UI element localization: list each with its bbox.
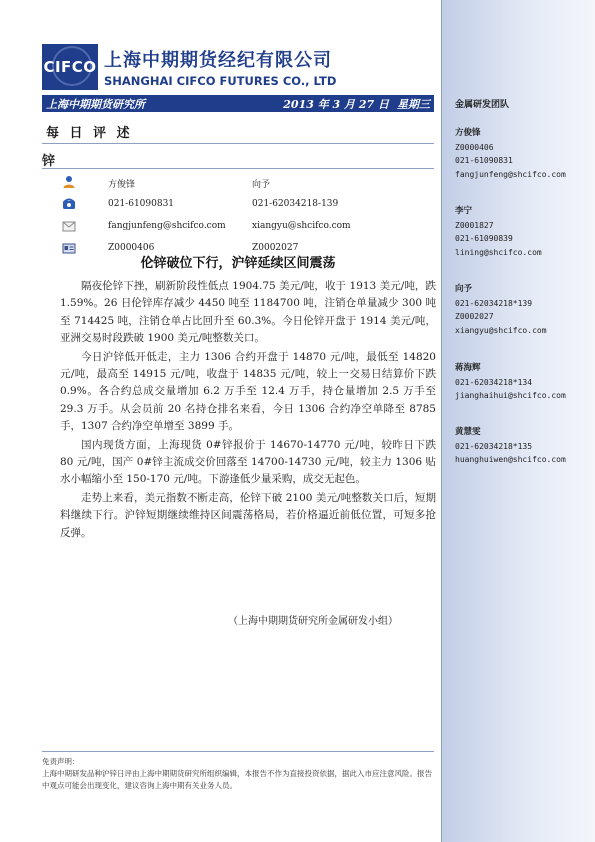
analyst-card [455, 127, 590, 181]
section-title: 每 日 评 述 [46, 126, 133, 141]
signoff: （上海中期期货研究所金属研发小组） [228, 616, 398, 627]
contact-row-name [62, 174, 432, 196]
report-date-group [283, 96, 430, 112]
analyst-name: 黄慧雯 [455, 427, 481, 437]
contact-email-a[interactable]: fangjunfeng@shcifco.com [108, 221, 226, 231]
metal-title: 锌 [42, 154, 56, 169]
analyst-name: 蒋海辉 [455, 363, 481, 373]
sidebar-title: 金属研发团队 [455, 100, 510, 110]
analyst-code: 021-62034218*134 [455, 377, 533, 387]
analyst-name: 向予 [455, 284, 473, 294]
contact-phone-b: 021-62034218-139 [252, 199, 339, 209]
analyst-code: Z0000406 [455, 142, 494, 152]
envelope-icon [62, 219, 76, 233]
company-name-en: SHANGHAI CIFCO FUTURES CO., LTD [104, 74, 337, 88]
contact-email-b[interactable]: xiangyu@shcifco.com [252, 221, 351, 231]
contact-name-b: 向予 [252, 180, 271, 190]
person-icon [62, 175, 76, 189]
analyst-card [455, 205, 590, 259]
company-name-cn: 上海中期期货经纪有限公司 [104, 50, 332, 71]
cifco-logo [42, 44, 98, 90]
analyst-code: 021-62034218*135 [455, 441, 533, 451]
contact-row-email [62, 218, 432, 240]
disclaimer [42, 756, 437, 792]
contact-phone-a: 021-61090831 [108, 199, 175, 209]
logo-text: CIFCO [43, 58, 97, 76]
footer-divider [42, 751, 434, 752]
analyst-name: 方俊锋 [455, 128, 481, 138]
analyst-email[interactable]: huanghuiwen@shcifco.com [455, 455, 566, 464]
header-banner [42, 95, 434, 112]
analyst-code: Z0001827 [455, 220, 494, 230]
body-paragraph: 隔夜伦锌下挫，刷新阶段性低点 1904.75 美元/吨，收于 1913 美元/吨，跌 1.59%。26 日伦锌库存减少 4450 吨至 1184700 吨，注销仓单量减少 300 吨至 714425 吨，注销仓单占比回升至 60.3%。今日伦锌开盘于 1914 美元/吨，亚洲交易时段跌破 1900 美元/吨整数关口。 [60, 280, 436, 345]
body-paragraph: 今日沪锌低开低走，主力 1306 合约开盘于 14870 元/吨，最低至 14820 元/吨，最高至 14915 元/吨，收盘于 14835 元/吨，较上一交易日结算价下跌 0.9%。各合约总成交量增加 6.2 万手至 12.4 万手，持仓量增加 2.5 万手至 29.3 万手。从会员前 20 名持仓排名来看，今日 1306 合约净空单降至 8785 手，1307 合约净空单增至 3899 手。 [60, 350, 436, 433]
analyst-phone: 021-61090831 [455, 156, 513, 165]
analyst-phone: 021-61090839 [455, 234, 513, 243]
analyst-card [455, 362, 590, 403]
body-paragraph: 走势上来看，美元指数不断走高，伦锌下破 2100 美元/吨整数关口后，短期料继续下行。沪锌短期继续维持区间震荡格局，若价格逼近前低位置，可短多抢反弹。 [60, 491, 436, 539]
divider [42, 168, 434, 169]
institute-name: 上海中期期货研究所 [46, 97, 145, 111]
body-paragraph: 国内现货方面，上海现货 0#锌报价于 14670-14770 元/吨，较昨日下跌 80 元/吨，国产 0#锌主流成交价回落至 14700-14730 元/吨，较主力 1306 贴水小幅缩小至 150-170 元/吨。下游逢低少量采购，成交无起色。 [60, 438, 436, 486]
contact-license-b: Z0002027 [252, 243, 299, 253]
contact-license-a: Z0000406 [108, 243, 155, 253]
analyst-email[interactable]: jianghaihui@shcifco.com [455, 391, 566, 400]
analyst-email[interactable]: fangjunfeng@shcifco.com [455, 169, 566, 179]
analyst-phone: Z0002027 [455, 312, 494, 321]
contact-row-phone [62, 196, 432, 218]
analyst-email[interactable]: lining@shcifco.com [455, 247, 542, 257]
disclaimer-text: 上海中期研发品种沪锌日评由上海中期期货研究所组织编辑，本报告不作为直接投资依据，据此入市应注意风险。报告中观点可能会出现变化，建议咨询上海中期有关业务人员。 [42, 769, 432, 790]
analyst-code: 021-62034218*139 [455, 298, 533, 308]
contact-name-a: 方俊锋 [108, 180, 136, 190]
report-date: 2013 年 3 月 27 日 [283, 97, 389, 111]
divider [42, 143, 434, 144]
analyst-name: 李宁 [455, 206, 473, 216]
analyst-card [455, 283, 590, 337]
disclaimer-title: 免责声明： [42, 757, 80, 766]
headline: 伦锌破位下行，沪锌延续区间震荡 [140, 256, 336, 271]
report-body [60, 278, 436, 543]
analyst-email[interactable]: xiangyu@shcifco.com [455, 325, 547, 335]
analyst-card [455, 426, 590, 467]
contact-table [62, 174, 432, 262]
phone-icon [62, 197, 76, 211]
report-weekday: 星期三 [397, 97, 430, 111]
